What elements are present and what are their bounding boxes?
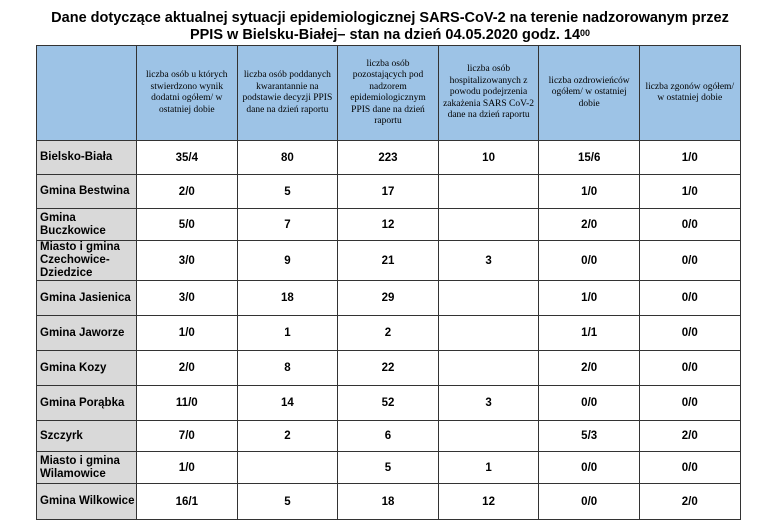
- row-value-cell: 1: [438, 452, 539, 484]
- header-deaths: liczba zgonów ogółem/ w ostatniej dobie: [639, 46, 740, 141]
- table-row: [37, 241, 741, 281]
- row-municipality-name: Miasto i gmina Czechowice-Dziedzice: [37, 241, 137, 281]
- row-value-cell: [438, 316, 539, 351]
- row-value-cell: 10: [438, 141, 539, 175]
- row-value-cell: 0/0: [639, 316, 740, 351]
- row-value-cell: 0/0: [639, 452, 740, 484]
- row-municipality-name: Gmina Wilkowice: [37, 484, 137, 520]
- row-value-cell: [237, 452, 338, 484]
- row-value-cell: 1/0: [539, 175, 640, 209]
- row-value-cell: 5/0: [137, 209, 238, 241]
- title-time-superscript: 00: [580, 28, 591, 38]
- row-value-cell: 0/0: [539, 452, 640, 484]
- row-value-cell: 0/0: [539, 484, 640, 520]
- row-municipality-name: Gmina Jasienica: [37, 281, 137, 316]
- table-row: [37, 141, 741, 175]
- table-row: [37, 209, 741, 241]
- row-value-cell: 12: [438, 484, 539, 520]
- row-value-cell: 2/0: [137, 351, 238, 386]
- row-value-cell: 2/0: [539, 351, 640, 386]
- row-value-cell: 3: [438, 241, 539, 281]
- row-value-cell: 1/0: [137, 452, 238, 484]
- row-value-cell: 80: [237, 141, 338, 175]
- row-municipality-name: Bielsko-Biała: [37, 141, 137, 175]
- row-municipality-name: Gmina Buczkowice: [37, 209, 137, 241]
- header-positive-cases: liczba osób u których stwierdzono wynik dodatni ogółem/ w ostatniej dobie: [137, 46, 238, 141]
- row-value-cell: 11/0: [137, 386, 238, 421]
- row-value-cell: 3: [438, 386, 539, 421]
- row-value-cell: 0/0: [539, 386, 640, 421]
- row-value-cell: 2/0: [639, 484, 740, 520]
- row-value-cell: 1/0: [539, 281, 640, 316]
- row-value-cell: 1/1: [539, 316, 640, 351]
- row-municipality-name: Gmina Bestwina: [37, 175, 137, 209]
- row-value-cell: 2/0: [137, 175, 238, 209]
- row-value-cell: [438, 421, 539, 452]
- row-value-cell: 5: [338, 452, 439, 484]
- row-value-cell: 0/0: [639, 351, 740, 386]
- table-row: [37, 386, 741, 421]
- row-value-cell: 7/0: [137, 421, 238, 452]
- document-title: [0, 10, 780, 44]
- row-municipality-name: Gmina Jaworze: [37, 316, 137, 351]
- row-value-cell: 52: [338, 386, 439, 421]
- table-row: [37, 351, 741, 386]
- row-value-cell: 1/0: [137, 316, 238, 351]
- row-value-cell: 3/0: [137, 281, 238, 316]
- row-value-cell: [438, 175, 539, 209]
- row-municipality-name: Szczyrk: [37, 421, 137, 452]
- table-row: [37, 452, 741, 484]
- row-value-cell: 2/0: [539, 209, 640, 241]
- row-value-cell: 8: [237, 351, 338, 386]
- row-value-cell: 0/0: [639, 281, 740, 316]
- row-value-cell: 29: [338, 281, 439, 316]
- title-line-2: [0, 27, 780, 44]
- row-value-cell: 17: [338, 175, 439, 209]
- table-row: [37, 316, 741, 351]
- row-value-cell: 5: [237, 175, 338, 209]
- row-value-cell: 21: [338, 241, 439, 281]
- row-value-cell: 6: [338, 421, 439, 452]
- header-corner: [37, 46, 137, 141]
- table-body: [37, 141, 741, 520]
- row-value-cell: [438, 351, 539, 386]
- row-value-cell: 0/0: [639, 209, 740, 241]
- row-value-cell: 2: [237, 421, 338, 452]
- row-value-cell: [438, 281, 539, 316]
- row-value-cell: 18: [338, 484, 439, 520]
- row-value-cell: 223: [338, 141, 439, 175]
- row-value-cell: 5: [237, 484, 338, 520]
- table-row: [37, 421, 741, 452]
- title-line-1: Dane dotyczące aktualnej sytuacji epidemiologicznej SARS-CoV-2 na terenie nadzorowanym przez: [51, 10, 729, 26]
- header-surveillance: liczba osób pozostających pod nadzorem epidemiologicznym PPIS dane na dzień raportu: [338, 46, 439, 141]
- row-value-cell: 12: [338, 209, 439, 241]
- row-value-cell: 15/6: [539, 141, 640, 175]
- row-value-cell: 18: [237, 281, 338, 316]
- header-hospitalized: liczba osób hospitalizowanych z powodu podejrzenia zakażenia SARS CoV-2 dane na dzień raportu: [438, 46, 539, 141]
- row-value-cell: 9: [237, 241, 338, 281]
- row-value-cell: 1: [237, 316, 338, 351]
- row-value-cell: 7: [237, 209, 338, 241]
- row-value-cell: 1/0: [639, 141, 740, 175]
- row-value-cell: 14: [237, 386, 338, 421]
- row-value-cell: 0/0: [639, 241, 740, 281]
- row-value-cell: 2/0: [639, 421, 740, 452]
- row-value-cell: 1/0: [639, 175, 740, 209]
- row-value-cell: 0/0: [639, 386, 740, 421]
- header-recovered: liczba ozdrowieńców ogółem/ w ostatniej dobie: [539, 46, 640, 141]
- row-value-cell: 22: [338, 351, 439, 386]
- row-value-cell: [438, 209, 539, 241]
- header-quarantine: liczba osób poddanych kwarantannie na podstawie decyzji PPIS dane na dzień raportu: [237, 46, 338, 141]
- row-value-cell: 16/1: [137, 484, 238, 520]
- row-municipality-name: Miasto i gmina Wilamowice: [37, 452, 137, 484]
- table-row: [37, 175, 741, 209]
- row-value-cell: 5/3: [539, 421, 640, 452]
- row-municipality-name: Gmina Kozy: [37, 351, 137, 386]
- table-row: [37, 281, 741, 316]
- row-municipality-name: Gmina Porąbka: [37, 386, 137, 421]
- row-value-cell: 3/0: [137, 241, 238, 281]
- table-row: [37, 484, 741, 520]
- row-value-cell: 35/4: [137, 141, 238, 175]
- title-line-2-text: PPIS w Bielsku-Białej– stan na dzień 04.05.2020 godz. 14: [189, 27, 581, 43]
- epidemiological-table: [36, 45, 741, 520]
- header-row: [37, 46, 741, 141]
- row-value-cell: 0/0: [539, 241, 640, 281]
- row-value-cell: 2: [338, 316, 439, 351]
